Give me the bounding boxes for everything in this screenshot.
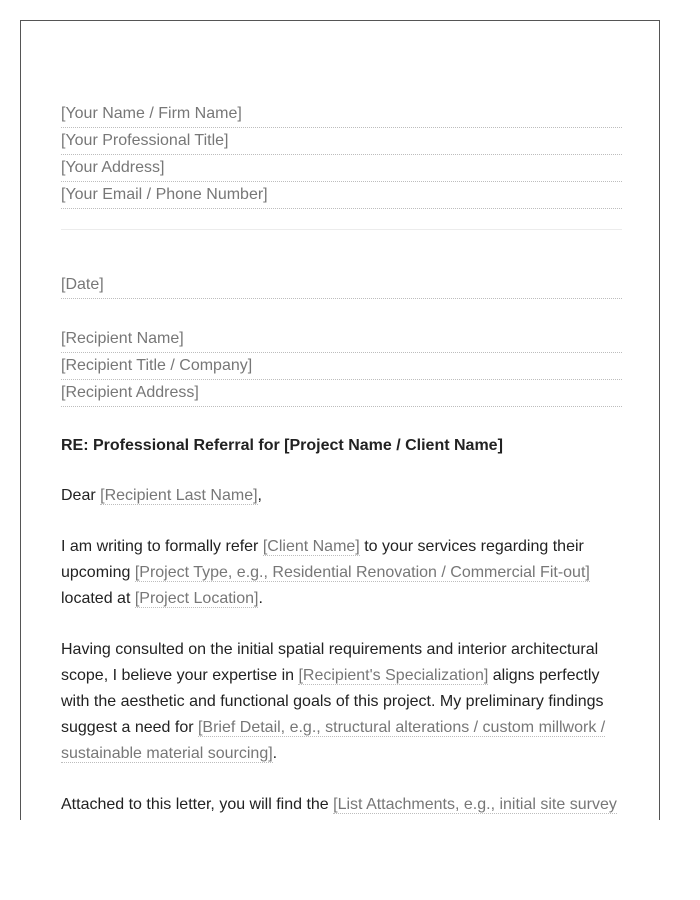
brief-detail-field[interactable]: [Brief Detail, e.g., structural alterations / custom millwork / sustainable material sourcing] (61, 719, 606, 762)
date-block (61, 272, 622, 299)
header-divider (61, 229, 622, 230)
p1-text-2: to your services regarding their upcoming (61, 538, 584, 581)
project-type-field[interactable]: [Project Type, e.g., Residential Renovation / Commercial Fit-out] (134, 564, 590, 581)
paragraph-expertise (61, 637, 622, 767)
date-field[interactable]: [Date] (61, 272, 622, 299)
sender-title-field[interactable]: [Your Professional Title] (61, 128, 622, 155)
p2-text-2: aligns perfectly with the aesthetic and functional goals of this project. My preliminary findings suggest a need for (61, 667, 604, 736)
client-name-field[interactable]: [Client Name] (262, 538, 360, 555)
p1-text-1: I am writing to formally refer (61, 538, 263, 555)
attachments-field[interactable]: [List Attachments, e.g., initial site survey (333, 796, 617, 813)
recipient-name-field[interactable]: [Recipient Name] (61, 326, 622, 353)
p2-text-3: . (272, 745, 278, 762)
p2-text-1: Having consulted on the initial spatial requirements and interior architectural scope, I believe your expertise in (61, 641, 599, 684)
p3-text-1: Attached to this letter, you will find the (61, 796, 334, 813)
salutation-suffix: , (257, 487, 262, 504)
sender-address-field[interactable]: [Your Address] (61, 155, 622, 182)
sender-name-field[interactable]: [Your Name / Firm Name] (61, 101, 622, 128)
salutation-prefix: Dear (61, 487, 101, 504)
project-location-field[interactable]: [Project Location] (134, 590, 259, 607)
recipient-last-name-field[interactable]: [Recipient Last Name] (100, 487, 258, 504)
letter-body (61, 101, 622, 818)
letter-page (20, 20, 660, 820)
sender-contact-field[interactable]: [Your Email / Phone Number] (61, 182, 622, 209)
p1-text-4: . (258, 590, 263, 607)
recipient-title-field[interactable]: [Recipient Title / Company] (61, 353, 622, 380)
sender-block (61, 101, 622, 209)
p1-text-3: located at (61, 590, 135, 607)
salutation (61, 483, 622, 509)
specialization-field[interactable]: [Recipient's Specialization] (298, 667, 489, 684)
paragraph-referral (61, 534, 622, 612)
recipient-address-field[interactable]: [Recipient Address] (61, 380, 622, 407)
recipient-block (61, 326, 622, 407)
paragraph-attachments (61, 792, 622, 818)
subject-line: RE: Professional Referral for [Project Name / Client Name] (61, 437, 503, 454)
